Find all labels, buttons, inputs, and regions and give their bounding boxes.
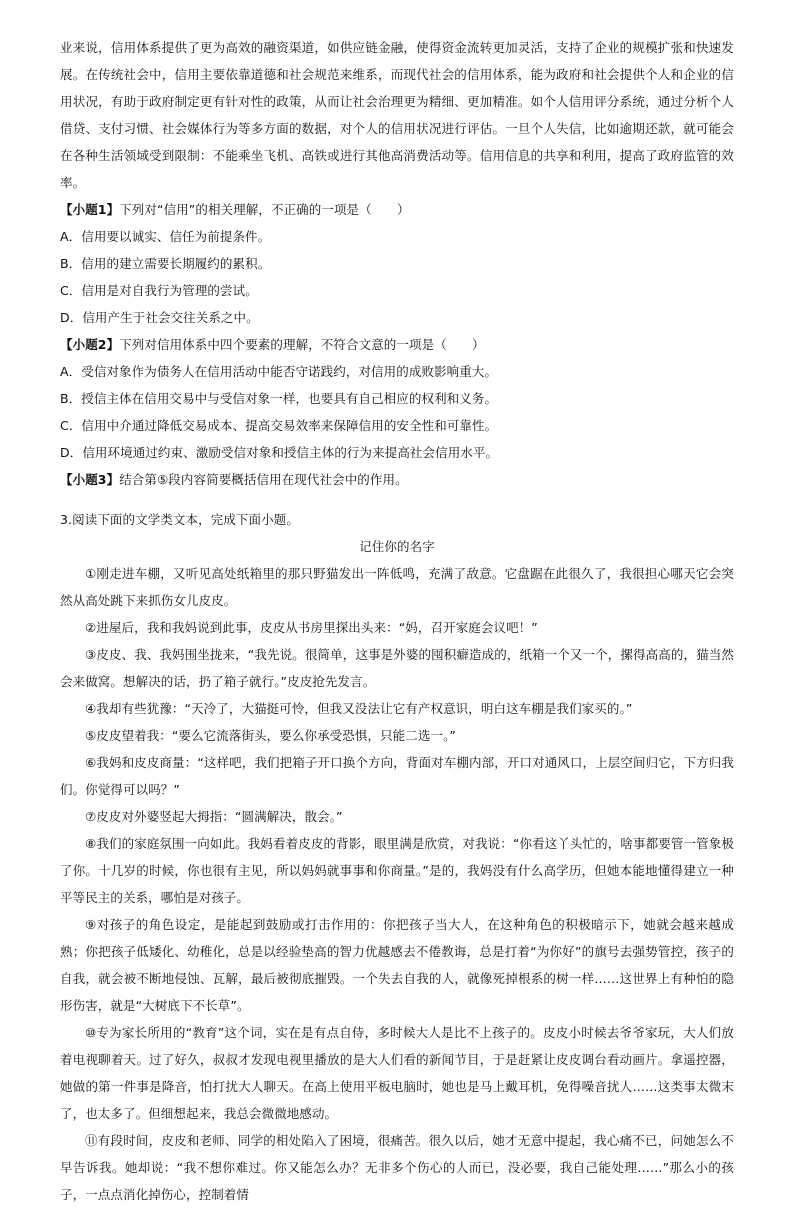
question-2: [60, 331, 734, 466]
question-1-stem: [60, 196, 734, 223]
question-3-stem: [60, 466, 734, 493]
story-paragraph-10: ⑩专为家长所用的“教育”这个词，实在是有点自侍，多时候大人是比不上孩子的。皮皮小时候去爷爷家玩，大人们放着电视聊着天。过了好久，叔叔才发现电视里播放的是大人们看的新闻节目，于是赶紧让皮皮调台看动画片。拿遥控器，她做的第一件事是降音，怕打扰大人聊天。在高上使用平板电脑时，她也是马上戴耳机，免得噪音扰人……这类事太微末了，也太多了。但细想起来，我总会微微地感动。: [60, 1025, 734, 1121]
question-2-stem: [60, 331, 734, 358]
question-1-option-d: D．信用产生于社会交往关系之中。: [60, 310, 259, 325]
question-1-option-a: A．信用要以诚实、信任为前提条件。: [60, 229, 271, 244]
section-3-heading: 3.阅读下面的文学类文本，完成下面小题。: [60, 512, 299, 527]
story-paragraph-2: ②进屋后，我和我妈说到此事，皮皮从书房里探出头来：“妈，召开家庭会议吧！”: [85, 620, 538, 635]
question-1-option-b: B．信用的建立需要长期履约的累积。: [60, 256, 271, 271]
story-paragraph-9: ⑨对孩子的角色设定，是能起到鼓励或打击作用的：你把孩子当大人，在这种角色的积极暗示下，她就会越来越成熟；你把孩子低矮化、幼稚化，总是以经验垫高的智力优越感去不倦教诲，总是打着“为你好”的旗号去强势管控，孩子的自我，就会被不断地侵蚀、瓦解，最后被彻底摧毁。一个失去自我的人，就像死掉根系的树一样……这世界上有种怕的隐形伤害，就是“大树底下不长草”。: [60, 917, 734, 1013]
question-2-option-b: B．授信主体在信用交易中与受信对象一样，也要具有自己相应的权利和义务。: [60, 391, 498, 406]
question-2-option-d: D．信用环境通过约束、激励受信对象和授信主体的行为来提高社会信用水平。: [60, 445, 499, 460]
question-3-label: 【小题3】: [60, 472, 120, 487]
story-paragraph-3: ③皮皮、我、我妈围坐拢来，“我先说。很简单，这事是外婆的囤积癖造成的，纸箱一个又一个，摞得高高的，猫当然会来做窝。想解决的话，扔了箱子就行。”皮皮抢先发言。: [60, 647, 734, 689]
story-paragraph-11: ⑪有段时间，皮皮和老师、同学的相处陷入了困境，很痛苦。很久以后，她才无意中提起，我心痛不已，问她怎么不早告诉我。她却说：“我不想你难过。你又能怎么办？无非多个伤心的人而已，没必要，我自己能处理……”那么小的孩子，一点点消化掉伤心，控制着情: [60, 1133, 734, 1202]
question-1-label: 【小题1】: [60, 202, 120, 217]
question-3: [60, 466, 734, 493]
story-paragraph-8: ⑧我们的家庭氛围一向如此。我妈看着皮皮的背影，眼里满是欣赏，对我说：“你看这丫头忙的，啥事都要管一管象极了你。十几岁的时候，你也很有主见，所以妈妈就事事和你商量。”是的，我妈没有什么高学历，但她本能地懂得建立一种平等民主的关系，哪怕是对孩子。: [60, 836, 734, 905]
passage-continuation: 业来说，信用体系提供了更为高效的融资渠道，如供应链金融，使得资金流转更加灵活，支持了企业的规模扩张和快速发展。在传统社会中，信用主要依靠道德和社会规范来维系，而现代社会的信用体系，能为政府和社会提供个人和企业的信用状况，有助于政府制定更有针对性的政策，从而让社会治理更为精细、更加精准。如个人信用评分系统，通过分析个人借贷、支付习惯、社会媒体行为等多方面的数据，对个人的信用状况进行评估。一旦个人失信，比如逾期还款，就可能会在各种生活领域受到限制：不能乘坐飞机、高铁或进行其他高消费活动等。信用信息的共享和利用，提高了政府监管的效率。: [60, 40, 734, 190]
section-gap: [60, 493, 734, 506]
story-paragraph-5: ⑤皮皮望着我：“要么它流落街头，要么你承受恐惧，只能二选一。”: [85, 728, 457, 743]
question-1-text: 下列对“信用”的相关理解，不正确的一项是（ ）: [119, 202, 410, 217]
story-paragraph-4: ④我却有些犹豫：“天冷了，大猫挺可怜，但我又没法让它有产权意识，明白这车棚是我们家买的。”: [85, 701, 633, 716]
question-2-option-c: C．信用中介通过降低交易成本、提高交易效率来保障信用的安全性和可靠性。: [60, 418, 498, 433]
question-1: [60, 196, 734, 331]
story-title: 记住你的名字: [359, 539, 435, 554]
story-paragraph-1: ①刚走进车棚，又听见高处纸箱里的那只野猫发出一阵低鸣，充满了敌意。它盘踞在此很久了，我很担心哪天它会突然从高处跳下来抓伤女儿皮皮。: [60, 566, 734, 608]
section-3: [60, 506, 734, 1208]
question-3-text: 结合第⑤段内容简要概括信用在现代社会中的作用。: [119, 472, 408, 487]
question-2-option-a: A．受信对象作为债务人在信用活动中能否守诺践约，对信用的成败影响重大。: [60, 364, 498, 379]
story-paragraph-6: ⑥我妈和皮皮商量：“这样吧，我们把箱子开口换个方向，背面对车棚内部，开口对通风口，上层空间归它，下方归我们。你觉得可以吗？”: [60, 755, 734, 797]
question-1-option-c: C．信用是对自我行为管理的尝试。: [60, 283, 258, 298]
story-paragraph-7: ⑦皮皮对外婆竖起大拇指：“圆满解决，散会。”: [85, 809, 343, 824]
question-2-label: 【小题2】: [60, 337, 120, 352]
question-2-text: 下列对信用体系中四个要素的理解，不符合文意的一项是（ ）: [119, 337, 485, 352]
